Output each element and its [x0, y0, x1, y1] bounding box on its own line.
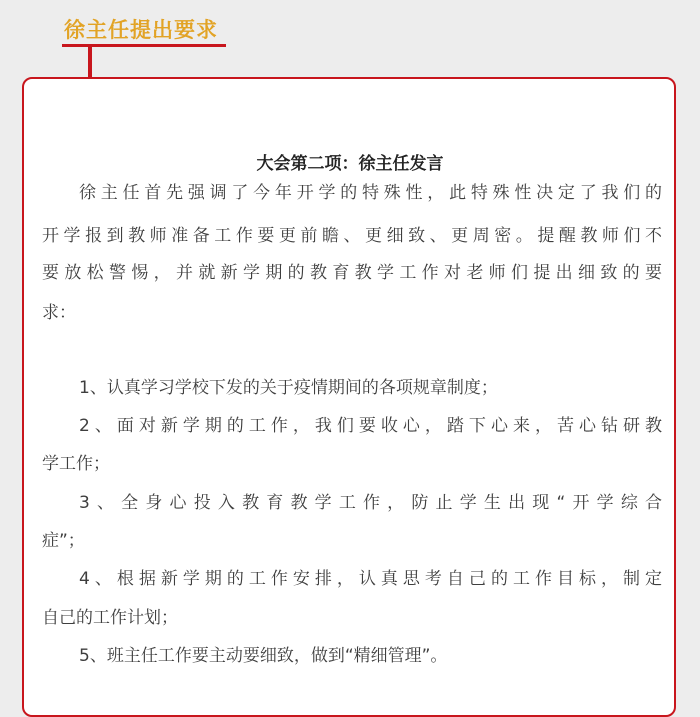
list-item-4-cont: 自己的工作计划； [42, 608, 178, 628]
list-item-5: 5、班主任工作要主动要细致，做到“精细管理”。 [79, 646, 448, 666]
list-item-2-cont: 学工作； [42, 454, 110, 474]
intro-line-3: 要放松警惕，并就新学期的教育教学工作对老师们提出细致的要 [42, 263, 662, 283]
list-item-2: 2、面对新学期的工作，我们要收心，踏下心来，苦心钻研教 [79, 416, 662, 436]
list-item-4: 4、根据新学期的工作安排，认真思考自己的工作目标，制定 [79, 569, 662, 589]
list-item-3: 3、全身心投入教育教学工作，防止学生出现“开学综合 [79, 493, 662, 513]
intro-line-1: 徐主任首先强调了今年开学的特殊性，此特殊性决定了我们的 [79, 183, 662, 203]
list-item-1: 1、认真学习学校下发的关于疫情期间的各项规章制度； [79, 378, 498, 398]
speech-title: 大会第二项：徐主任发言 [256, 154, 444, 174]
intro-line-4: 求： [42, 303, 76, 323]
intro-line-2: 开学报到教师准备工作要更前瞻、更细致、更周密。提醒教师们不 [42, 226, 662, 246]
title-connector [88, 47, 92, 77]
title-underline [62, 44, 226, 47]
list-item-3-cont: 症”； [42, 531, 85, 551]
section-title: 徐主任提出要求 [64, 18, 218, 42]
